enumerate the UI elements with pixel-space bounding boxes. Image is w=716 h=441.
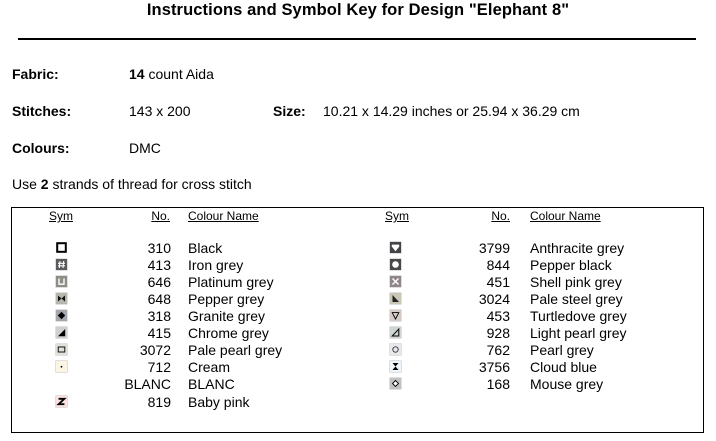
right-thread-number: 3024 bbox=[478, 291, 510, 307]
left-colour-name: Granite grey bbox=[188, 308, 266, 324]
right-thread-number: 844 bbox=[486, 257, 510, 273]
right-colour-name: Pearl grey bbox=[530, 342, 594, 358]
corner-triangle-icon bbox=[390, 293, 401, 304]
slant-triangle-icon bbox=[390, 327, 401, 338]
instruction-post: strands of thread for cross stitch bbox=[48, 176, 252, 192]
left-thread-number: 646 bbox=[147, 274, 171, 290]
right-colour-name: Pepper black bbox=[530, 257, 612, 273]
right-header-name: Colour Name bbox=[530, 209, 601, 223]
fabric-count: 14 bbox=[129, 66, 145, 82]
stitches-label: Stitches: bbox=[12, 103, 72, 119]
left-colour-name: Baby pink bbox=[188, 394, 250, 410]
left-thread-number: BLANC bbox=[124, 376, 171, 392]
right-thread-number: 3756 bbox=[478, 359, 510, 375]
right-colour-name: Light pearl grey bbox=[530, 325, 627, 341]
right-colour-name: Pale steel grey bbox=[530, 291, 623, 307]
strand-count: 2 bbox=[40, 176, 49, 192]
left-header-sym: Sym bbox=[49, 209, 73, 223]
right-colour-name: Mouse grey bbox=[530, 376, 604, 392]
left-thread-number: 413 bbox=[147, 257, 171, 273]
u-shape-icon bbox=[56, 276, 67, 287]
circle-icon bbox=[390, 259, 401, 270]
left-colour-name: Pepper grey bbox=[188, 291, 265, 307]
left-thread-number: 712 bbox=[147, 359, 171, 375]
rectangle-icon bbox=[56, 344, 67, 355]
right-thread-number: 3799 bbox=[478, 240, 510, 256]
right-thread-number: 451 bbox=[486, 274, 510, 290]
left-colour-name: BLANC bbox=[188, 376, 235, 392]
left-colour-name: Platinum grey bbox=[188, 274, 274, 290]
fabric-type: count Aida bbox=[144, 66, 214, 82]
right-thread-number: 928 bbox=[486, 325, 510, 341]
open-square-icon bbox=[56, 242, 67, 253]
stitches-value: 143 x 200 bbox=[129, 103, 191, 119]
right-colour-name: Cloud blue bbox=[530, 359, 597, 375]
right-colour-name: Anthracite grey bbox=[530, 240, 625, 256]
size-label: Size: bbox=[273, 103, 306, 119]
right-colour-name: Turtledove grey bbox=[530, 308, 627, 324]
triangle-icon bbox=[56, 327, 67, 338]
left-header-no: No. bbox=[151, 209, 170, 223]
left-colour-name: Chrome grey bbox=[188, 325, 269, 341]
bowtie-icon bbox=[56, 293, 67, 304]
fabric-value bbox=[129, 66, 214, 82]
heart-icon bbox=[390, 242, 401, 253]
diamond-icon bbox=[56, 310, 67, 321]
x-cross-icon bbox=[390, 276, 401, 287]
left-header-name: Colour Name bbox=[188, 209, 259, 223]
colours-label: Colours: bbox=[12, 140, 70, 156]
right-colour-name: Shell pink grey bbox=[530, 274, 622, 290]
left-thread-number: 648 bbox=[147, 291, 171, 307]
left-thread-number: 819 bbox=[147, 394, 171, 410]
right-header-sym: Sym bbox=[385, 209, 409, 223]
left-thread-number: 310 bbox=[147, 240, 171, 256]
colours-value: DMC bbox=[129, 140, 161, 156]
small-circle-icon bbox=[390, 344, 401, 355]
instruction-pre: Use bbox=[12, 176, 41, 192]
down-triangle-icon bbox=[390, 310, 401, 321]
left-thread-number: 415 bbox=[147, 325, 171, 341]
right-thread-number: 762 bbox=[486, 342, 510, 358]
right-thread-number: 453 bbox=[486, 308, 510, 324]
dot-icon bbox=[56, 361, 67, 372]
size-value: 10.21 x 14.29 inches or 25.94 x 36.29 cm bbox=[323, 103, 580, 119]
title-underline bbox=[18, 38, 696, 40]
small-diamond-icon bbox=[390, 378, 401, 389]
hourglass-icon bbox=[390, 361, 401, 372]
left-colour-name: Cream bbox=[188, 359, 231, 375]
left-colour-name: Pale pearl grey bbox=[188, 342, 283, 358]
left-thread-number: 3072 bbox=[139, 342, 171, 358]
page-title: Instructions and Symbol Key for Design "Elephant 8" bbox=[146, 1, 570, 19]
fabric-label: Fabric: bbox=[12, 66, 59, 82]
left-thread-number: 318 bbox=[147, 308, 171, 324]
hash-icon bbox=[56, 259, 67, 270]
right-header-no: No. bbox=[491, 209, 510, 223]
left-colour-name: Black bbox=[188, 240, 223, 256]
right-thread-number: 168 bbox=[486, 376, 510, 392]
z-letter-icon bbox=[56, 396, 67, 407]
strand-instruction bbox=[12, 176, 252, 192]
left-colour-name: Iron grey bbox=[188, 257, 244, 273]
